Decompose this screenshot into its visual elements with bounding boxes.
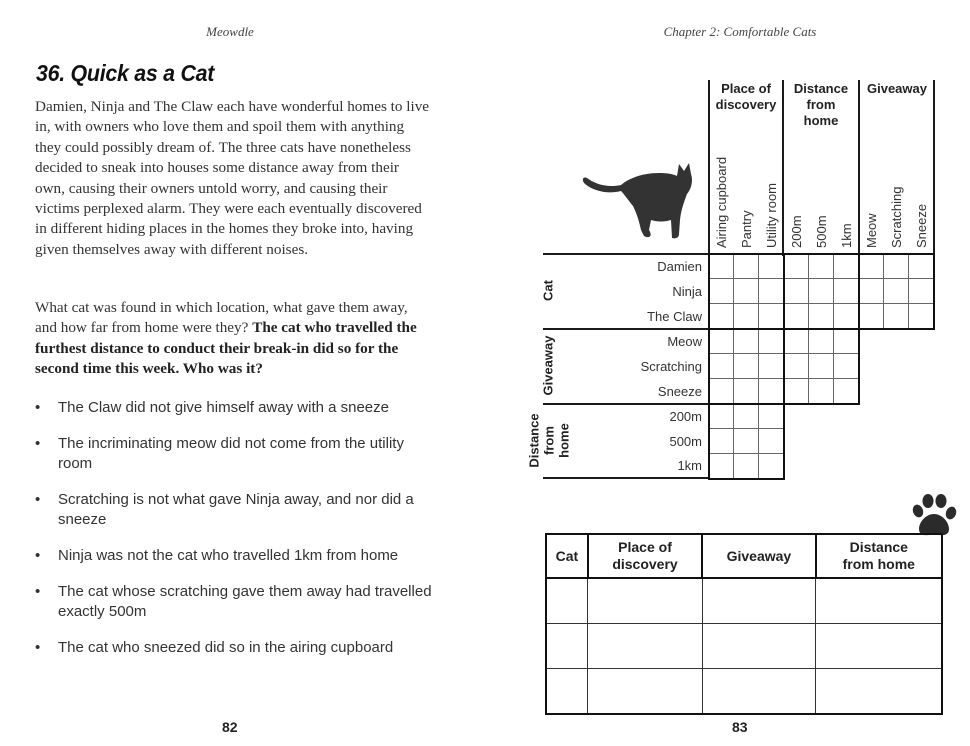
answer-cell[interactable] (588, 624, 703, 669)
grid-cell[interactable] (785, 354, 809, 378)
grid-cell[interactable] (710, 330, 734, 354)
row-label: Meow (667, 334, 702, 349)
header-place (588, 534, 703, 578)
row-group-heading-giveaway: Giveaway (540, 335, 556, 396)
running-head-book-title: Meowdle (206, 24, 254, 39)
grid-cell[interactable] (734, 255, 758, 279)
grid-cell[interactable] (785, 279, 809, 303)
row-label: Damien (657, 259, 702, 274)
grid-cell[interactable] (734, 429, 758, 453)
grid-cell[interactable] (734, 330, 758, 354)
grid-cell[interactable] (884, 279, 908, 303)
heading-line: from (806, 97, 836, 112)
clue-text: The cat who sneezed did so in the airing cupboard (58, 639, 394, 656)
clue-item (35, 398, 435, 418)
row-label: Sneeze (657, 384, 702, 399)
grid-block (708, 253, 785, 330)
grid-cell[interactable] (710, 279, 734, 303)
column-group-heading-giveaway (860, 81, 934, 97)
row-group-heading-cat: Cat (540, 280, 556, 301)
answer-cell[interactable] (702, 669, 815, 715)
grid-cell[interactable] (785, 304, 809, 328)
right-page (485, 0, 970, 746)
question-bold: The cat who travelled the furthest distance to conduct their break-in did so for the second time this week. Who was it? (35, 319, 417, 378)
clue-item (35, 546, 435, 566)
page-number: 82 (222, 719, 238, 735)
answer-row (546, 624, 942, 669)
grid-cell[interactable] (785, 255, 809, 279)
column-group-heading-place (709, 81, 783, 113)
heading-line: Giveaway (867, 81, 927, 96)
column-label: Airing cupboard (714, 156, 729, 248)
heading-line: Distance (793, 81, 849, 96)
clue-list (35, 398, 435, 674)
grid-cell[interactable] (834, 304, 858, 328)
bullet-icon: • (35, 639, 41, 656)
row-label: The Claw (647, 309, 702, 324)
answer-cell[interactable] (702, 578, 815, 624)
column-label: 500m (814, 215, 829, 248)
bullet-icon: • (35, 491, 41, 508)
clue-text: The incriminating meow did not come from the utility room (58, 435, 404, 472)
grid-cell[interactable] (734, 454, 758, 478)
row-group-divider (543, 253, 709, 255)
puzzle-title: 36. Quick as a Cat (36, 60, 215, 86)
grid-cell[interactable] (834, 255, 858, 279)
grid-block (783, 253, 860, 330)
answer-cell[interactable] (816, 669, 942, 715)
row-group-divider (543, 328, 709, 330)
grid-cell[interactable] (734, 405, 758, 429)
answer-cell[interactable] (816, 578, 942, 624)
answer-cell[interactable] (546, 669, 588, 715)
clue-item (35, 434, 435, 474)
page-number: 83 (732, 719, 748, 735)
grid-cell[interactable] (734, 279, 758, 303)
grid-cell[interactable] (909, 279, 933, 303)
grid-cell[interactable] (759, 330, 783, 354)
column-label: Pantry (739, 210, 754, 248)
bullet-icon: • (35, 435, 41, 452)
header-line: from home (842, 556, 915, 572)
grid-cell[interactable] (809, 304, 833, 328)
clue-text: The Claw did not give himself away with a sneeze (58, 399, 389, 416)
grid-cell[interactable] (759, 405, 783, 429)
grid-block (858, 253, 935, 330)
grid-cell[interactable] (834, 379, 858, 403)
header-line: Place of (618, 539, 672, 555)
column-label: Sneeze (914, 203, 929, 248)
grid-cell[interactable] (909, 304, 933, 328)
grid-cell[interactable] (759, 429, 783, 453)
grid-cell[interactable] (734, 354, 758, 378)
answer-cell[interactable] (546, 578, 588, 624)
answer-table (545, 533, 943, 715)
grid-cell[interactable] (834, 279, 858, 303)
grid-cell[interactable] (884, 304, 908, 328)
clue-item (35, 582, 435, 622)
grid-block (708, 328, 785, 405)
bullet-icon: • (35, 583, 41, 600)
grid-cell[interactable] (785, 379, 809, 403)
heading-line: from (541, 426, 557, 455)
grid-cell[interactable] (809, 330, 833, 354)
column-label: Utility room (764, 182, 779, 248)
answer-cell[interactable] (546, 624, 588, 669)
header-line: Distance (849, 539, 908, 555)
header-line: Giveaway (726, 547, 792, 564)
heading-line: Distance (526, 413, 542, 468)
column-label: Scratching (889, 186, 904, 248)
grid-cell[interactable] (834, 330, 858, 354)
header-line: Cat (555, 547, 579, 564)
grid-cell[interactable] (710, 354, 734, 378)
column-label: 1km (839, 223, 854, 248)
header-divider (858, 80, 860, 256)
grid-cell[interactable] (759, 354, 783, 378)
answer-cell[interactable] (588, 669, 703, 715)
row-group-divider (543, 403, 709, 405)
grid-cell[interactable] (809, 255, 833, 279)
grid-cell[interactable] (759, 279, 783, 303)
grid-cell[interactable] (759, 454, 783, 478)
grid-cell[interactable] (710, 304, 734, 328)
grid-cell[interactable] (759, 379, 783, 403)
header-cat (546, 534, 588, 578)
row-label: 200m (669, 409, 702, 424)
puzzle-intro: Damien, Ninja and The Claw each have wonderful homes to live in, with owners who love them and spoil them with anything they could possibly dream of. The three cats have nonetheless decided to sneak into houses some distance away from their own, causing their owners untold worry, and causing their victims perplexed alarm. They were each eventually discovered in different hiding places in the homes they broke into, having given themselves away with different noises. (35, 98, 430, 258)
header-distance (816, 534, 942, 578)
answer-cell[interactable] (816, 624, 942, 669)
header-line: discovery (612, 556, 678, 572)
puzzle-question (35, 298, 430, 380)
grid-cell[interactable] (860, 279, 884, 303)
grid-cell[interactable] (759, 304, 783, 328)
clue-text: Scratching is not what gave Ninja away, and nor did a sneeze (58, 491, 414, 528)
row-label: Scratching (640, 359, 702, 374)
answer-table-header-row (546, 534, 942, 578)
grid-cell[interactable] (834, 354, 858, 378)
grid-cell[interactable] (759, 255, 783, 279)
grid-cell[interactable] (710, 405, 734, 429)
column-label: Meow (864, 213, 879, 248)
row-group-divider (543, 477, 709, 479)
grid-cell[interactable] (710, 454, 734, 478)
heading-line: home (803, 113, 839, 128)
grid-cell[interactable] (809, 379, 833, 403)
header-divider (933, 80, 935, 256)
grid-cell[interactable] (734, 379, 758, 403)
grid-cell[interactable] (710, 255, 734, 279)
answer-row (546, 578, 942, 624)
grid-cell[interactable] (909, 255, 933, 279)
cat-silhouette-icon (581, 154, 695, 244)
question-plain: What cat was found in which location, what gave them away, and how far from home were they? (35, 299, 408, 337)
clue-text: The cat whose scratching gave them away had travelled exactly 500m (58, 583, 432, 620)
clue-item (35, 638, 435, 658)
answer-cell[interactable] (588, 578, 703, 624)
grid-cell[interactable] (860, 304, 884, 328)
heading-line: discovery (715, 97, 777, 112)
grid-cell[interactable] (710, 429, 734, 453)
bullet-icon: • (35, 547, 41, 564)
running-head-chapter: Chapter 2: Comfortable Cats (663, 24, 817, 39)
bullet-icon: • (35, 399, 41, 416)
grid-cell[interactable] (809, 279, 833, 303)
row-label: 1km (677, 458, 702, 473)
grid-cell[interactable] (710, 379, 734, 403)
grid-block (708, 403, 785, 480)
header-giveaway (702, 534, 815, 578)
grid-block (783, 328, 860, 405)
answer-cell[interactable] (702, 624, 815, 669)
row-label: Ninja (672, 284, 702, 299)
grid-cell[interactable] (860, 255, 884, 279)
clue-item (35, 490, 435, 530)
grid-cell[interactable] (809, 354, 833, 378)
heading-line: home (556, 423, 572, 458)
column-label: 200m (789, 215, 804, 248)
grid-cell[interactable] (734, 304, 758, 328)
grid-cell[interactable] (884, 255, 908, 279)
clue-text: Ninja was not the cat who travelled 1km from home (58, 547, 399, 564)
row-label: 500m (669, 434, 702, 449)
column-group-heading-distance (784, 81, 858, 129)
grid-cell[interactable] (785, 330, 809, 354)
heading-line: Place of (721, 81, 771, 96)
answer-row (546, 669, 942, 715)
